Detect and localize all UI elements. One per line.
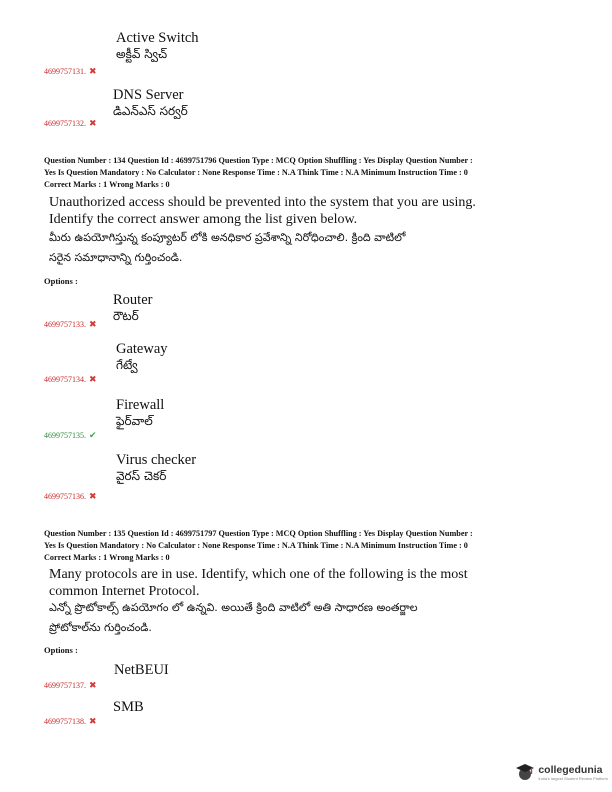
option-text-en: Virus checker bbox=[116, 452, 197, 468]
option-text-te: రౌటర్ bbox=[113, 309, 139, 323]
meta-line-3: Correct Marks : 1 Wrong Marks : 0 bbox=[44, 180, 170, 189]
option-row bbox=[44, 61, 97, 79]
question-meta bbox=[44, 528, 473, 564]
question-meta bbox=[44, 155, 473, 191]
option-row bbox=[44, 113, 97, 131]
option-text-en: Firewall bbox=[116, 397, 165, 413]
question-text bbox=[49, 567, 468, 600]
question-line-2: Identify the correct answer among the list given below. bbox=[49, 211, 358, 227]
option-text-te: ఫైర్‌వాల్ bbox=[116, 414, 153, 428]
option-row bbox=[44, 486, 97, 504]
cross-icon: ✖ bbox=[89, 66, 97, 76]
option-id: 4699757135. bbox=[44, 431, 86, 440]
check-icon: ✔ bbox=[89, 430, 97, 440]
question-te-line-1: మీరు ఉపయోగిస్తున్న కంప్యూటర్ లోకి అనధికార ప్రవేశాన్ని నిరోధించాలి. క్రింది వాటిలో bbox=[49, 231, 406, 244]
option-row bbox=[44, 711, 97, 729]
option-id: 4699757132. bbox=[44, 119, 86, 128]
option-row bbox=[44, 675, 97, 693]
option-text-en: SMB bbox=[113, 699, 144, 715]
question-te-line-2: ప్రోటోకాల్‌ను గుర్తించండి. bbox=[49, 621, 152, 634]
option-text-te: వైరస్ చెకర్ bbox=[116, 469, 167, 483]
graduate-cap-icon bbox=[515, 762, 535, 782]
option-id: 4699757133. bbox=[44, 320, 86, 329]
cross-icon: ✖ bbox=[89, 319, 97, 329]
logo-subtext: India's largest Student Review Platform bbox=[538, 775, 608, 781]
question-text-te bbox=[49, 228, 406, 268]
option-id: 4699757131. bbox=[44, 67, 86, 76]
question-text-te bbox=[49, 598, 418, 638]
meta-line-2: Yes Is Question Mandatory : No Calculator : None Response Time : N.A Think Time : N.A Minimum Instruction Time : 0 bbox=[44, 541, 468, 550]
option-id: 4699757138. bbox=[44, 717, 86, 726]
option-row bbox=[44, 314, 97, 332]
option-text-en: DNS Server bbox=[113, 87, 184, 103]
cross-icon: ✖ bbox=[89, 118, 97, 128]
option-id: 4699757136. bbox=[44, 492, 86, 501]
option-id: 4699757134. bbox=[44, 375, 86, 384]
option-row bbox=[44, 425, 97, 443]
option-text-en: Router bbox=[113, 292, 153, 308]
meta-line-2: Yes Is Question Mandatory : No Calculator : None Response Time : N.A Think Time : N.A Minimum Instruction Time : 0 bbox=[44, 168, 468, 177]
meta-line-3: Correct Marks : 1 Wrong Marks : 0 bbox=[44, 553, 170, 562]
option-text-en: NetBEUI bbox=[114, 662, 169, 678]
option-row bbox=[44, 369, 97, 387]
option-text-te: డిఎన్ఎస్ సర్వర్ bbox=[113, 104, 188, 118]
cross-icon: ✖ bbox=[89, 716, 97, 726]
option-id: 4699757137. bbox=[44, 681, 86, 690]
question-line-1: Many protocols are in use. Identify, which one of the following is the most bbox=[49, 567, 468, 582]
question-line-1: Unauthorized access should be prevented into the system that you are using. bbox=[49, 195, 476, 210]
question-te-line-1: ఎన్నో ప్రొటోకాల్స్ ఉపయోగం లో ఉన్నవి. అయితే క్రింది వాటిలో అతి సాధారణ అంతర్జాల bbox=[49, 601, 418, 614]
options-label: Options : bbox=[44, 276, 78, 286]
question-text bbox=[49, 195, 476, 228]
cross-icon: ✖ bbox=[89, 491, 97, 501]
option-text-te: గేట్వే bbox=[116, 358, 138, 372]
question-line-2: common Internet Protocol. bbox=[49, 583, 200, 599]
option-text-en: Active Switch bbox=[116, 30, 199, 46]
question-te-line-2: సరైన సమాధానాన్ని గుర్తించండి. bbox=[49, 251, 183, 264]
cross-icon: ✖ bbox=[89, 680, 97, 690]
collegedunia-logo bbox=[515, 762, 608, 782]
option-text-te: అక్టీవ్ స్విచ్ bbox=[116, 47, 168, 61]
options-label: Options : bbox=[44, 645, 78, 655]
meta-line-1: Question Number : 135 Question Id : 4699751797 Question Type : MCQ Option Shuffling : Yes Display Question Number : bbox=[44, 529, 473, 538]
logo-text: collegedunia bbox=[538, 763, 603, 776]
cross-icon: ✖ bbox=[89, 374, 97, 384]
meta-line-1: Question Number : 134 Question Id : 4699751796 Question Type : MCQ Option Shuffling : Yes Display Question Number : bbox=[44, 156, 473, 165]
option-text-en: Gateway bbox=[116, 341, 168, 357]
